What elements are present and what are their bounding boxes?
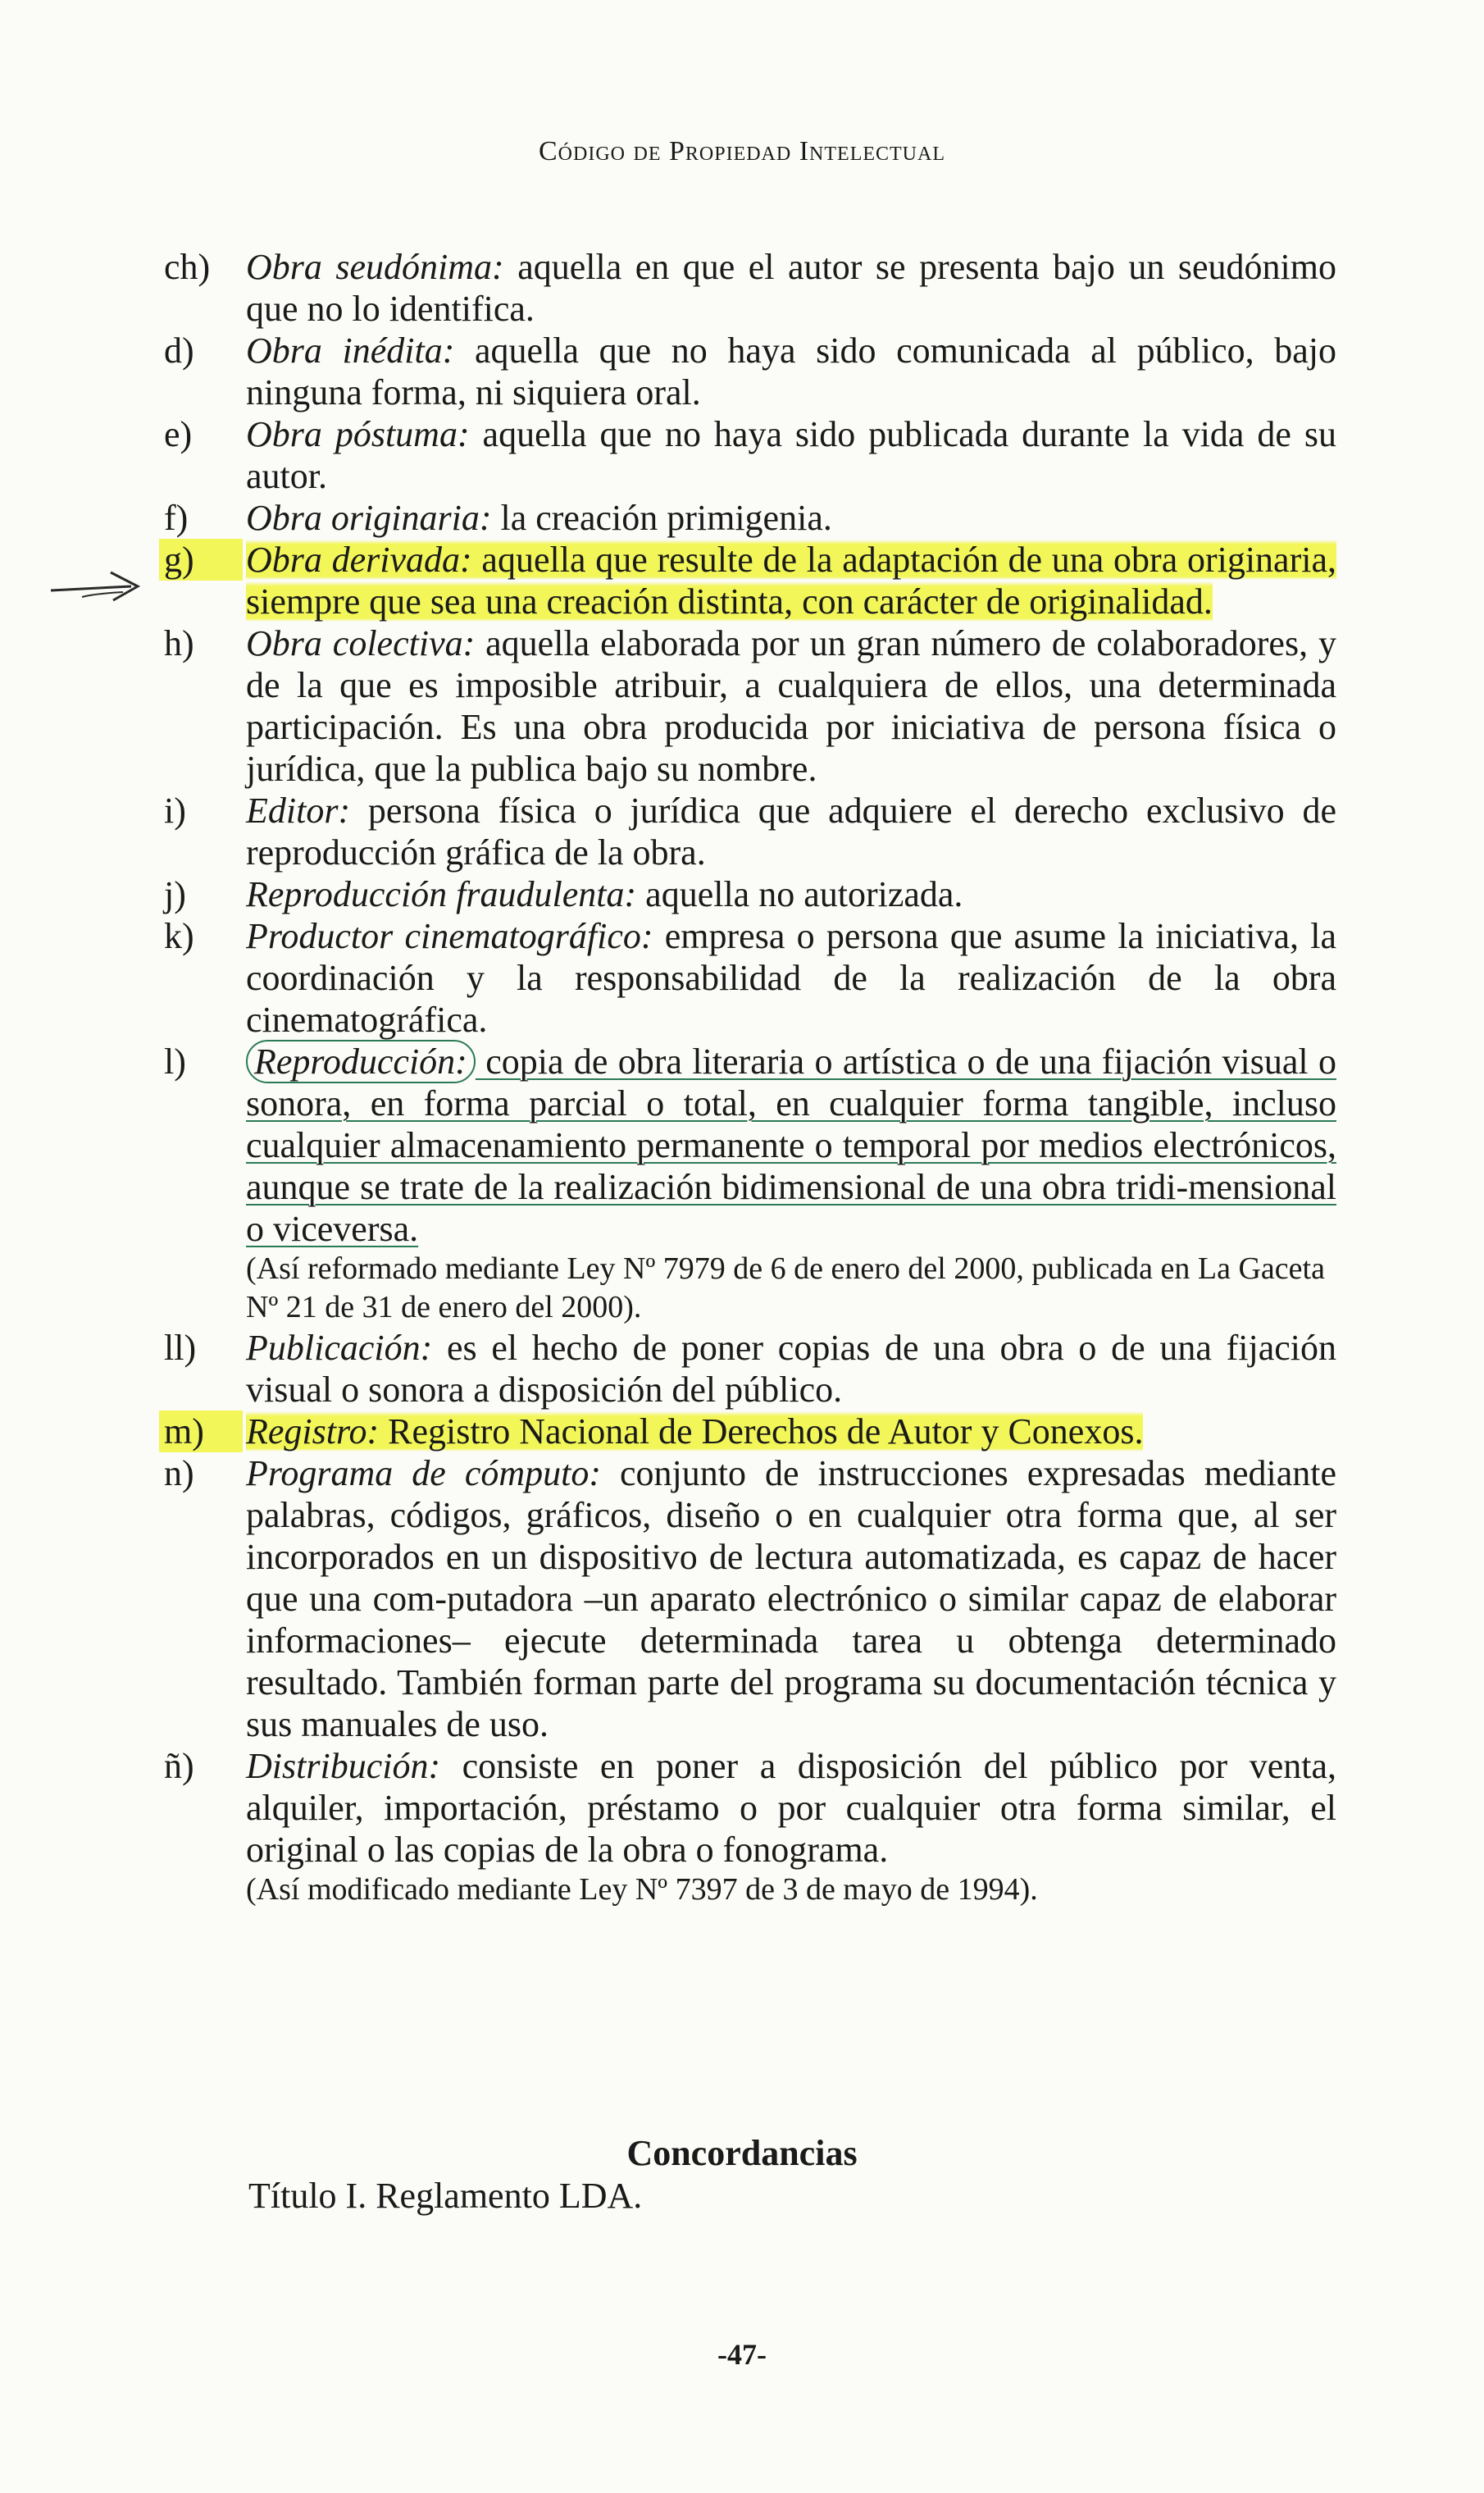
definition-text: Registro Nacional de Derechos de Autor y Conexos. — [379, 1411, 1144, 1452]
definition-term: Publicación: — [246, 1328, 433, 1368]
definition-m — [164, 1411, 1336, 1452]
definitions-list — [164, 246, 1336, 1909]
definition-text: aquella que no haya sido comunicada al público, bajo ninguna forma, ni siquiera oral. — [246, 330, 1336, 412]
definition-term: Reproducción: — [246, 1040, 476, 1083]
handwritten-arrow-icon — [49, 564, 143, 605]
definition-term: Obra póstuma: — [246, 414, 470, 454]
definition-text: aquella elaborada por un gran número de colaboradores, y de la que es imposible atribuir, a cualquiera de ellos, una determinada participación. Es una obra producida por iniciativa de persona física o jurídica, que la publica bajo su nombre. — [246, 623, 1336, 789]
definition-text: aquella que no haya sido publicada durante la vida de su autor. — [246, 414, 1336, 496]
definition-marker: j) — [164, 874, 186, 914]
definition-text: persona física o jurídica que adquiere el derecho exclusivo de reproducción gráfica de la obra. — [246, 791, 1336, 873]
definition-f — [164, 497, 1336, 539]
definition-marker: e) — [164, 414, 193, 454]
definition-term: Programa de cómputo: — [246, 1453, 601, 1493]
definition-enie — [164, 1745, 1336, 1909]
definition-term: Obra seudónima: — [246, 247, 504, 287]
definition-term: Editor: — [246, 791, 351, 831]
definition-marker: i) — [164, 791, 186, 831]
definition-text: conjunto de instrucciones expresadas mediante palabras, códigos, gráficos, diseño o en cualquier otra forma que, al ser incorporados en un dispositivo de lectura automatizada, es capaz de hacer que una com-putadora –un aparato electrónico o similar capaz de elaborar informaciones– ejecute determinada tarea u obtenga determinado resultado. También forman parte del programa su documentación técnica y sus manuales de uso. — [246, 1453, 1336, 1744]
definition-marker: ñ) — [164, 1746, 194, 1786]
concordancias-heading: Concordancias — [626, 2133, 858, 2173]
definition-term: Reproducción fraudulenta: — [246, 874, 637, 914]
definition-i — [164, 790, 1336, 873]
definition-text: consiste en poner a disposición del público por venta, alquiler, importación, préstamo o por cualquier otra forma similar, el original o las copias de la obra o fonograma. — [246, 1746, 1336, 1870]
definition-term: Obra colectiva: — [246, 623, 476, 663]
definition-text: es el hecho de poner copias de una obra o de una fijación visual o sonora a disposición del público. — [246, 1328, 1336, 1410]
definition-marker: n) — [164, 1453, 194, 1493]
definition-text: copia de obra literaria o artística o de una fijación visual o sonora, en forma parcial o total, en cualquier forma tangible, incluso cualquier almacenamiento permanente o temporal por medios electrónicos, aunque se trate de la realización bidimensional de una obra tridi-mensional o viceversa. — [246, 1041, 1336, 1249]
definition-marker: l) — [164, 1041, 186, 1082]
definition-l — [164, 1041, 1336, 1327]
definition-ll — [164, 1327, 1336, 1411]
definition-text: aquella en que el autor se presenta bajo un seudónimo que no lo identifica. — [246, 247, 1336, 329]
definition-n — [164, 1452, 1336, 1745]
definition-g — [164, 539, 1336, 622]
definition-marker: f) — [164, 498, 189, 538]
definition-marker: g) — [159, 539, 243, 581]
concordancias-text: Título I. Reglamento LDA. — [248, 2176, 643, 2216]
page-number: -47- — [717, 2338, 767, 2371]
definition-marker: ch) — [164, 247, 211, 287]
definition-note: (Así reformado mediante Ley Nº 7979 de 6 de enero del 2000, publicada en La Gaceta Nº 21 de 31 de enero del 2000). — [246, 1251, 1325, 1324]
definition-d — [164, 330, 1336, 413]
definition-term: Obra inédita: — [246, 330, 455, 371]
definition-marker: ll) — [164, 1328, 197, 1368]
definition-e — [164, 413, 1336, 497]
definition-term: Registro: — [246, 1411, 380, 1452]
definition-ch — [164, 246, 1336, 330]
definition-term: Obra derivada: — [246, 540, 472, 580]
definition-marker: d) — [164, 330, 194, 371]
definition-j — [164, 873, 1336, 915]
definition-marker: h) — [164, 623, 194, 663]
definition-text: la creación primigenia. — [491, 498, 832, 538]
definition-term: Productor cinematográfico: — [246, 916, 653, 956]
running-head: Código de Propiedad Intelectual — [538, 136, 946, 166]
definition-text: empresa o persona que asume la iniciativa, la coordinación y la responsabilidad de la realización de la obra cinematográfica. — [246, 916, 1337, 1040]
definition-text: aquella que resulte de la adaptación de una obra originaria, siempre que sea una creación distinta, con carácter de originalidad. — [246, 540, 1336, 622]
definition-h — [164, 622, 1336, 790]
definition-term: Obra originaria: — [246, 498, 492, 538]
definition-note: (Así modificado mediante Ley Nº 7397 de 3 de mayo de 1994). — [246, 1872, 1038, 1907]
definition-marker: k) — [164, 916, 194, 956]
definition-k — [164, 915, 1336, 1041]
definition-text: aquella no autorizada. — [636, 874, 963, 914]
definition-marker: m) — [159, 1411, 243, 1452]
definition-term: Distribución: — [246, 1746, 441, 1786]
